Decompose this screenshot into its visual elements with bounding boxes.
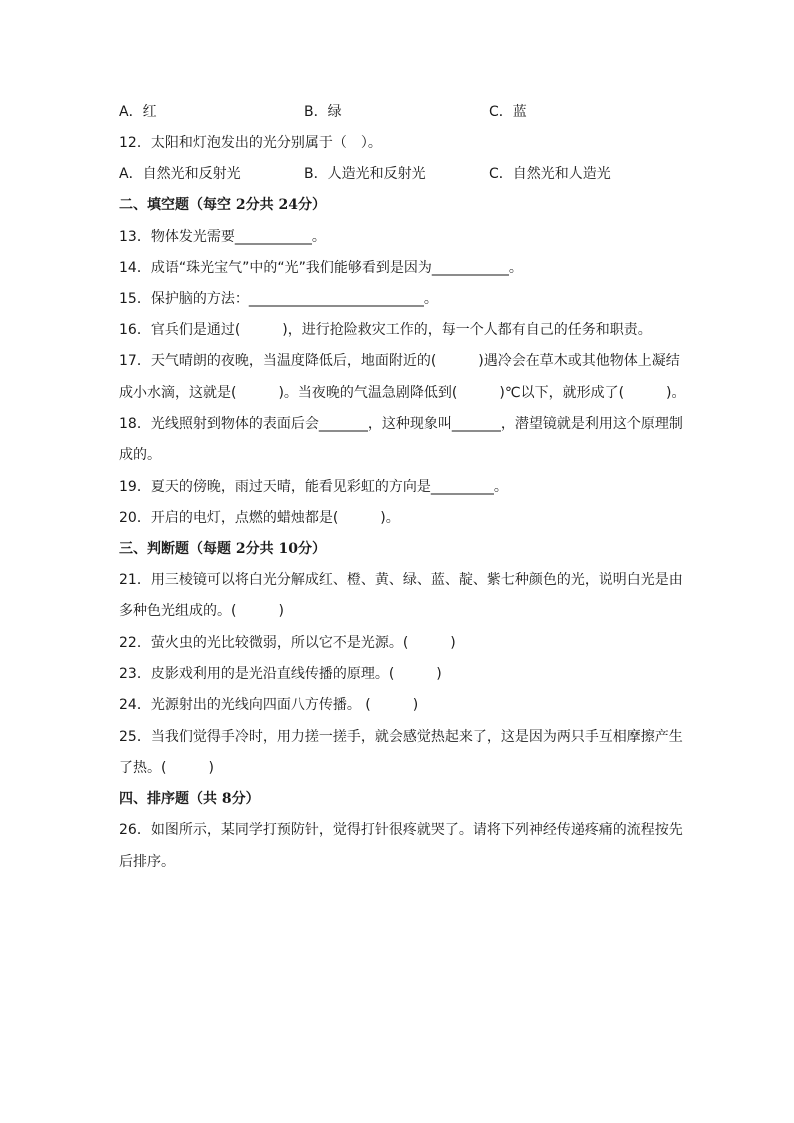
section-ordering-title: 四、排序题（共 8分） — [119, 791, 260, 807]
question-15: 15．保护脑的方法：_________________________。 — [119, 291, 438, 307]
question-25-line-2: 了热。( ) — [119, 760, 214, 776]
question-20: 20．开启的电灯，点燃的蜡烛都是( )。 — [119, 510, 400, 526]
q12-option-c: C．自然光和人造光 — [489, 166, 611, 182]
question-21-line-2: 多种色光组成的。( ) — [119, 603, 284, 619]
section-fill-blank-title: 二、填空题（每空 2分共 24分） — [119, 197, 326, 213]
question-18-line-1: 18．光线照射到物体的表面后会_______，这种现象叫_______，潜望镜就是利用这个原理制 — [119, 416, 683, 432]
q12-option-b: B．人造光和反射光 — [304, 166, 426, 182]
q11-option-b: B．绿 — [304, 104, 342, 120]
question-14: 14．成语“珠光宝气”中的“光”我们能够看到是因为___________。 — [119, 260, 523, 276]
question-22: 22．萤火虫的光比较微弱，所以它不是光源。( ) — [119, 635, 456, 651]
q12-stem: 12．太阳和灯泡发出的光分别属于（ ）。 — [119, 135, 382, 151]
q12-option-a: A．自然光和反射光 — [119, 166, 241, 182]
question-21-line-1: 21．用三棱镜可以将白光分解成红、橙、黄、绿、蓝、靛、紫七种颜色的光，说明白光是由 — [119, 572, 683, 588]
question-16: 16．官兵们是通过( )，进行抢险救灾工作的，每一个人都有自己的任务和职责。 — [119, 322, 652, 338]
question-24: 24．光源射出的光线向四面八方传播。 ( ) — [119, 697, 419, 713]
question-25-line-1: 25．当我们觉得手冷时，用力搓一搓手，就会感觉热起来了，这是因为两只手互相摩擦产生 — [119, 729, 683, 745]
question-26-line-2: 后排序。 — [119, 854, 175, 870]
question-26-line-1: 26．如图所示，某同学打预防针，觉得打针很疼就哭了。请将下列神经传递疼痛的流程按先 — [119, 822, 683, 838]
question-17-line-1: 17．天气晴朗的夜晚，当温度降低后，地面附近的( )遇冷会在草木或其他物体上凝结 — [119, 353, 680, 369]
question-18-line-2: 成的。 — [119, 447, 161, 463]
question-17-line-2: 成小水滴，这就是( )。当夜晚的气温急剧降低到( )℃以下，就形成了( )。 — [119, 385, 686, 401]
question-19: 19．夏天的傍晚，雨过天晴，能看见彩虹的方向是_________。 — [119, 479, 508, 495]
q11-option-c: C．蓝 — [489, 104, 527, 120]
question-23: 23．皮影戏利用的是光沿直线传播的原理。( ) — [119, 666, 442, 682]
question-13: 13．物体发光需要___________。 — [119, 229, 326, 245]
q11-option-a: A．红 — [119, 104, 157, 120]
section-true-false-title: 三、判断题（每题 2分共 10分） — [119, 541, 326, 557]
